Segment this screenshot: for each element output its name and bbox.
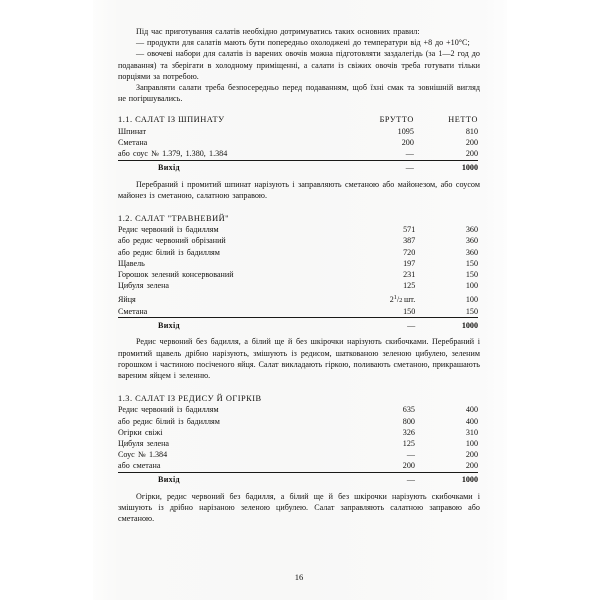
- ingredient-net: 400: [465, 405, 478, 415]
- ingredient-gross: [344, 292, 415, 306]
- recipe-list: [118, 115, 480, 537]
- ingredient-gross: —: [406, 450, 415, 460]
- ingredient-net: 200: [465, 137, 478, 147]
- page-content: [118, 26, 480, 538]
- ingredient-row: [118, 438, 478, 449]
- ingredient-row: [118, 148, 478, 160]
- ingredient-row: [118, 461, 478, 473]
- yield-net: 1000: [415, 318, 478, 332]
- ingredient-row: [118, 137, 478, 148]
- ingredient-net: 200: [465, 450, 478, 460]
- ingredient-net: 100: [465, 281, 478, 291]
- recipe-method: Редис червоний без бадилля, а білий ще й без шкірочки нарізують скибочками. Перебраний і промитий щавель дрібно нарізують, змішують із редисом, шаткованою зеленою цибулею, зеленим горошком і частиною посіченого яйця. Салат викладають гіркою, поливають сметаною, прикрашають вареним яйцем і зеленню.: [118, 337, 480, 381]
- yield-net: 1000: [414, 160, 478, 174]
- ingredient-net: 100: [465, 294, 478, 304]
- ingredient-row: [118, 236, 478, 247]
- ingredient-net: 400: [465, 416, 478, 426]
- yield-row: [118, 160, 478, 174]
- ingredient-gross: 800: [402, 416, 415, 426]
- ingredient-gross: 150: [403, 306, 416, 316]
- yield-gross: —: [342, 160, 414, 174]
- recipe-block: [118, 394, 480, 537]
- ingredient-name: Редис червоний із бадиллям: [118, 225, 219, 235]
- recipe-block: [118, 214, 480, 394]
- ingredient-gross: 1095: [397, 126, 414, 136]
- ingredient-row: [118, 269, 478, 280]
- spacer: [118, 201, 480, 214]
- spacer: [118, 381, 480, 394]
- ingredient-row: [118, 225, 478, 236]
- yield-label: Вихід: [118, 318, 344, 332]
- ingredient-gross: 200: [401, 137, 414, 147]
- column-header-gross: [345, 394, 414, 405]
- recipe-method: Огірки, редис червоний без бадилля, а білий ще й без шкірочки нарізують скибочками і змішують із дрібно нарізаною зеленою цибулею. Салат заправляють салатною заправою або сметаною.: [118, 492, 480, 524]
- recipe-table: [118, 214, 478, 331]
- recipe-title: 1.2. САЛАТ "ТРАВНЕВИЙ": [118, 214, 230, 224]
- ingredient-name: або редис білий із бадиллям: [118, 247, 220, 257]
- ingredient-net: 100: [465, 439, 478, 449]
- recipe-block: [118, 115, 480, 214]
- recipe-header-row: [118, 214, 478, 225]
- recipe-method: Перебраний і промитий шпинат нарізують і заправляють сметаною або майонезом, або соусом майонез із сметаною, салатною заправою.: [118, 179, 480, 200]
- yield-row: [118, 318, 478, 332]
- ingredient-row: [118, 292, 478, 306]
- ingredient-gross: 231: [403, 270, 416, 280]
- ingredient-name: або соус № 1.379, 1.380, 1.384: [118, 148, 228, 158]
- ingredient-row: [118, 427, 478, 438]
- ingredient-net: 360: [465, 247, 478, 257]
- column-header-gross: [344, 214, 415, 225]
- yield-label: Вихід: [118, 472, 345, 486]
- yield-net: 1000: [415, 472, 478, 486]
- column-header-gross: БРУТТО: [379, 115, 414, 125]
- recipe-title: 1.3. САЛАТ ІЗ РЕДИСУ Й ОГІРКІВ: [118, 394, 262, 404]
- ingredient-row: [118, 247, 478, 258]
- ingredient-row: [118, 405, 478, 416]
- column-header-net: НЕТТО: [448, 115, 478, 125]
- ingredient-name: Шпинат: [118, 126, 147, 136]
- yield-gross: —: [344, 318, 415, 332]
- ingredient-row: [118, 450, 478, 461]
- ingredient-name: Редис червоний із бадиллям: [118, 405, 219, 415]
- intro-paragraph-4: Заправляти салати треба безпосередньо перед подаванням, щоб їхні смак та зовнішній вигляд не погіршувались.: [118, 83, 480, 104]
- ingredient-net: 150: [465, 306, 478, 316]
- column-header-net: [415, 394, 478, 405]
- ingredient-row: [118, 306, 478, 318]
- ingredient-net: 810: [465, 126, 478, 136]
- ingredient-name: Сметана: [118, 306, 148, 316]
- ingredient-net: 200: [465, 461, 478, 471]
- ingredient-name: Щавель: [118, 258, 145, 268]
- ingredient-gross: 326: [402, 427, 415, 437]
- yield-row: [118, 472, 478, 486]
- ingredient-name: або сметана: [118, 461, 161, 471]
- ingredient-net: 150: [465, 270, 478, 280]
- ingredient-gross: 635: [402, 405, 415, 415]
- intro-paragraph-1: Під час приготування салатів необхідно дотримуватись таких основних правил:: [136, 27, 420, 36]
- ingredient-name: або редис червоний обрізаний: [118, 236, 226, 246]
- ingredient-gross: 200: [402, 461, 415, 471]
- ingredient-name: Соус № 1.384: [118, 450, 168, 460]
- ingredient-gross: —: [405, 148, 414, 158]
- ingredient-net: 200: [465, 148, 478, 158]
- ingredient-row: [118, 416, 478, 427]
- recipe-table: [118, 115, 478, 173]
- ingredient-gross: 571: [403, 225, 416, 235]
- recipe-title: 1.1. САЛАТ ІЗ ШПИНАТУ: [118, 115, 225, 125]
- ingredient-name: Горошок зелений консервований: [118, 270, 234, 280]
- intro-paragraph-3: — овочеві набори для салатів із варених овочів можна підготовляти заздалегідь (за 1—2 год до подавання) та зберігати в холодному приміщенні, а салати із свіжих овочів треба готувати тільки порціями за потребою.: [118, 49, 480, 81]
- mixed-fraction: $2^1/2$ шт.: [389, 293, 416, 304]
- ingredient-gross: 197: [403, 258, 416, 268]
- ingredient-name: Огірки свіжі: [118, 427, 163, 437]
- ingredient-net: 360: [465, 225, 478, 235]
- recipe-header-row: [118, 115, 478, 126]
- ingredient-name: Яйця: [118, 294, 136, 304]
- ingredient-name: Сметана: [118, 137, 148, 147]
- ingredient-row: [118, 126, 478, 137]
- page-number: 16: [294, 572, 304, 582]
- column-header-net: [415, 214, 478, 225]
- ingredient-name: або редис білий із бадиллям: [118, 416, 220, 426]
- ingredient-net: 310: [465, 427, 478, 437]
- ingredient-gross: 720: [403, 247, 416, 257]
- ingredient-name: Цибуля зелена: [118, 439, 170, 449]
- recipe-table: [118, 394, 478, 486]
- ingredient-row: [118, 258, 478, 269]
- ingredient-row: [118, 281, 478, 292]
- intro-paragraph-2: — продукти для салатів мають бути попередньо охолоджені до температури від +8 до +10°C;: [136, 38, 470, 48]
- recipe-header-row: [118, 394, 478, 405]
- yield-label: Вихід: [118, 160, 342, 174]
- ingredient-net: 360: [465, 236, 478, 246]
- spacer: [118, 525, 480, 538]
- spacer: [118, 104, 480, 115]
- ingredient-gross: 125: [403, 281, 416, 291]
- ingredient-net: 150: [465, 258, 478, 268]
- ingredient-gross: 387: [403, 236, 416, 246]
- yield-gross: —: [345, 472, 414, 486]
- ingredient-name: Цибуля зелена: [118, 281, 170, 291]
- ingredient-gross: 125: [402, 439, 415, 449]
